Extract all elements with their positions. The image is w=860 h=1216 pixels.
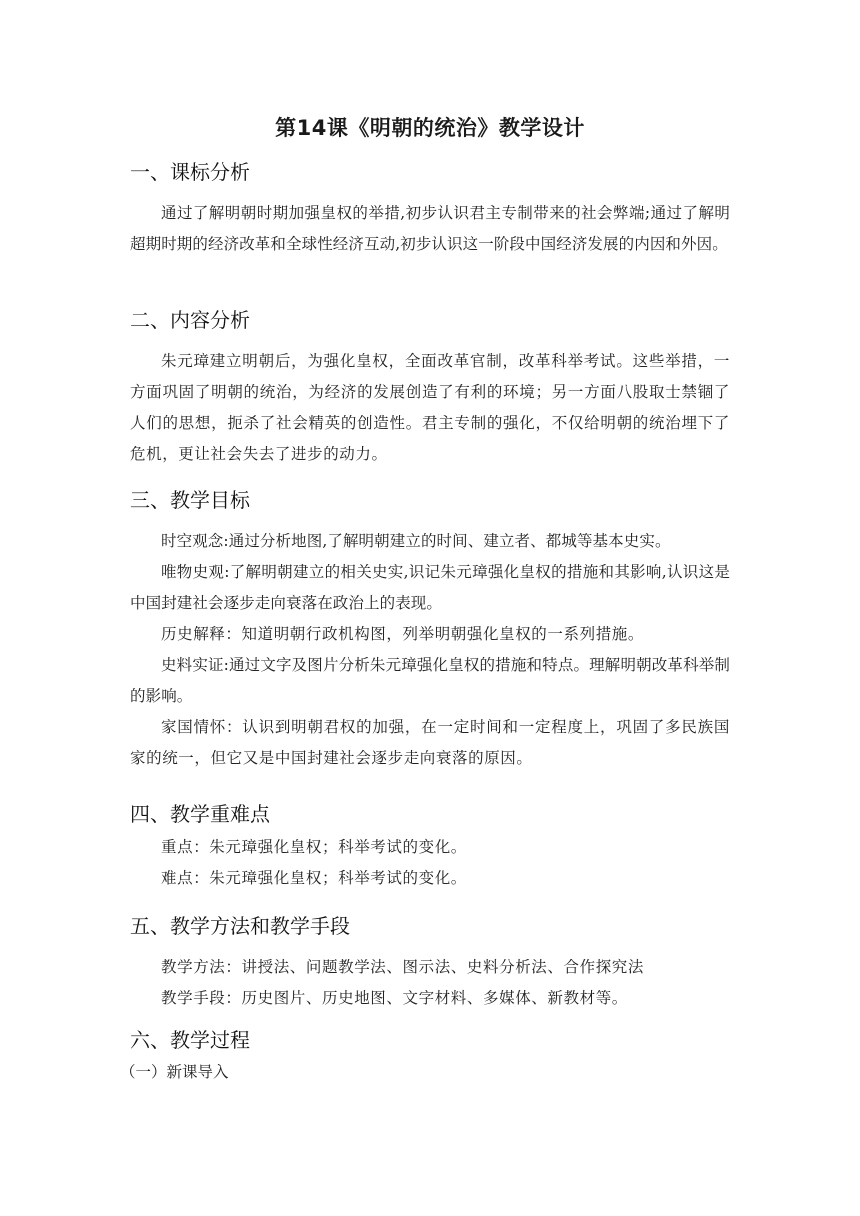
paragraph: 朱元璋建立明朝后，为强化皇权，全面改革官制，改革科举考试。这些举措，一方面巩固了明朝的统治，为经济的发展创造了有利的环境；另一方面八股取士禁锢了人们的思想，扼杀了社会精英的创造性。君主专制的强化，不仅给明朝的统治埋下了危机，更让社会失去了进步的动力。 <box>130 352 730 463</box>
subheading: （一）新课导入 <box>120 1063 229 1081</box>
paragraph: 通过了解明朝时期加强皇权的举措,初步认识君主专制带来的社会弊端;通过了解明超期时期的经济改革和全球性经济互动,初步认识这一阶段中国经济发展的内因和外因。 <box>130 204 730 253</box>
section-heading: 一、课标分析 <box>130 160 250 184</box>
section-curriculum-analysis <box>130 158 730 260</box>
paragraph: 难点：朱元璋强化皇权；科举考试的变化。 <box>161 869 467 887</box>
paragraph: 唯物史观:了解明朝建立的相关史实,识记朱元璋强化皇权的措施和其影响,认识这是中国封建社会逐步走向衰落在政治上的表现。 <box>130 563 730 612</box>
section-teaching-process <box>120 1026 730 1086</box>
section-teaching-objectives <box>130 486 730 774</box>
section-key-difficult-points <box>130 800 730 894</box>
section-heading: 五、教学方法和教学手段 <box>130 914 350 938</box>
paragraph: 重点：朱元璋强化皇权；科举考试的变化。 <box>161 838 467 856</box>
document-title: 第14课《明朝的统治》教学设计 <box>275 116 585 140</box>
section-heading: 六、教学过程 <box>130 1028 250 1052</box>
paragraph: 教学方法：讲授法、问题教学法、图示法、史料分析法、合作探究法 <box>161 958 645 976</box>
paragraph: 时空观念:通过分析地图,了解明朝建立的时间、建立者、都城等基本史实。 <box>161 532 671 550</box>
section-content-analysis <box>130 306 730 470</box>
section-teaching-methods <box>130 912 730 1014</box>
section-heading: 四、教学重难点 <box>130 802 270 826</box>
paragraph: 教学手段：历史图片、历史地图、文字材料、多媒体、新教材等。 <box>161 989 628 1007</box>
paragraph: 家国情怀：认识到明朝君权的加强，在一定时间和一定程度上，巩固了多民族国家的统一，但它又是中国封建社会逐步走向衰落的原因。 <box>130 718 730 767</box>
section-heading: 三、教学目标 <box>130 488 250 512</box>
paragraph: 史料实证:通过文字及图片分析朱元璋强化皇权的措施和特点。理解明朝改革科举制的影响。 <box>130 656 730 705</box>
paragraph: 历史解释：知道明朝行政机构图，列举明朝强化皇权的一系列措施。 <box>161 625 645 643</box>
section-heading: 二、内容分析 <box>130 308 250 332</box>
